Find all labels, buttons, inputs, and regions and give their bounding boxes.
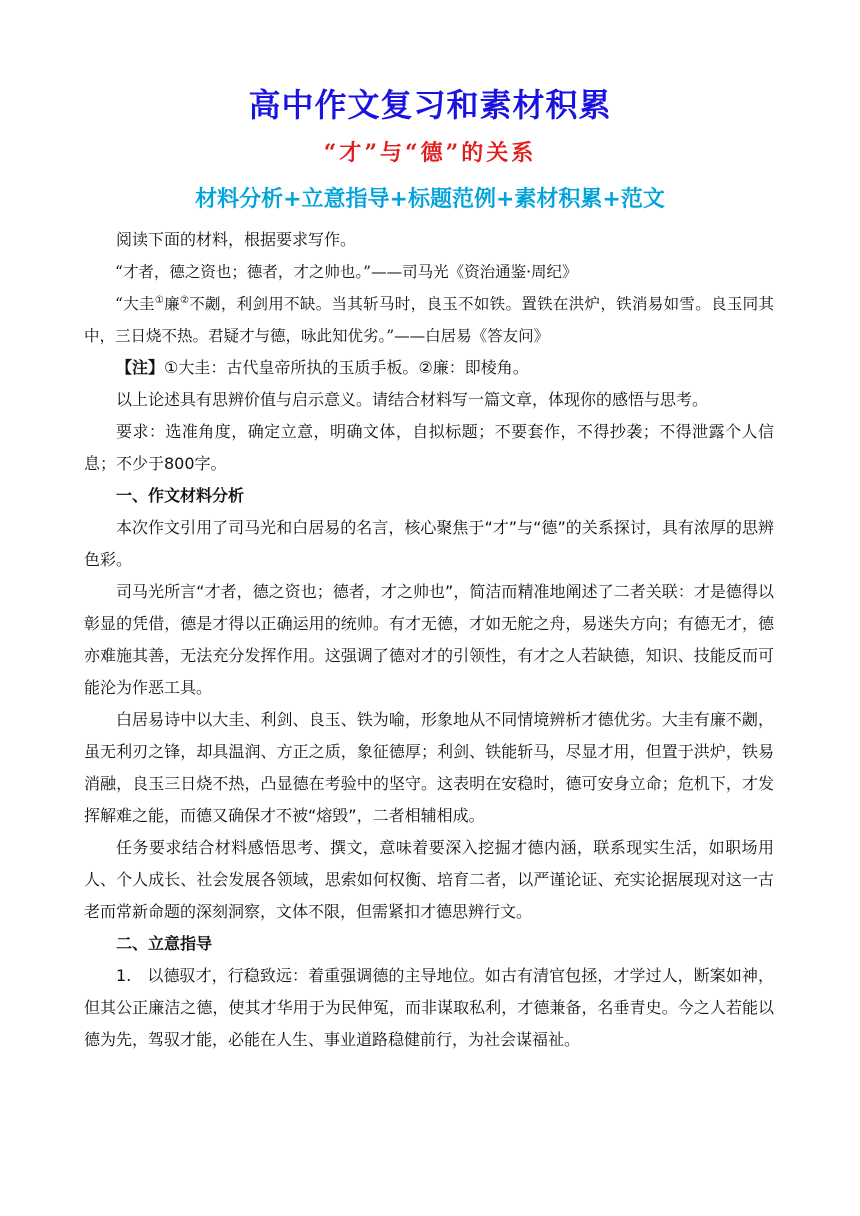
quote-text-part: 不劌，利剑用不缺。当其斩马时，良玉不如铁。置铁在洪炉，铁消易如雪。良玉同其中，三日烧不热。君疑才与德，咏此知优劣。”——白居易《答友问》 [84, 295, 774, 345]
prompt-intro: 阅读下面的材料，根据要求写作。 [116, 230, 357, 249]
note-label: 【注】 [116, 358, 165, 377]
page-subtitle: “才”与“德”的关系 [323, 140, 537, 166]
footnote-marker: ① [154, 294, 165, 306]
task-instruction: 以上论述具有思辨价值与启示意义。请结合材料写一篇文章，体现你的感悟与思考。 [116, 390, 709, 409]
section-heading-guidance: 二、立意指导 [116, 934, 213, 953]
document-body [84, 224, 774, 1056]
writing-requirements: 要求：选准角度，确定立意，明确文体，自拟标题；不要套作，不得抄袭；不得泄露个人信息；不少于800字。 [84, 422, 774, 473]
analysis-paragraph: 白居易诗中以大圭、利剑、良玉、铁为喻，形象地从不同情境辨析才德优劣。大圭有廉不劌，虽无利刃之锋，却具温润、方正之质，象征德厚；利剑、铁能斩马，尽显才用，但置于洪炉，铁易消融，良玉三日烧不热，凸显德在考验中的坚守。这表明在安稳时，德可安身立命；危机下，才发挥解难之能，而德又确保才不被“熔毁”，二者相辅相成。 [84, 710, 774, 825]
analysis-paragraph: 司马光所言“才者，德之资也；德者，才之帅也”，简洁而精准地阐述了二者关联：才是德得以彰显的凭借，德是才得以正确运用的统帅。有才无德，才如无舵之舟，易迷失方向；有德无才，德亦难施其善，无法充分发挥作用。这强调了德对才的引领性，有才之人若缺德，知识、技能反而可能沦为作恶工具。 [84, 582, 774, 697]
page-tagline: 材料分析+立意指导+标题范例+素材积累+范文 [195, 187, 665, 212]
section-heading-analysis: 一、作文材料分析 [116, 486, 245, 505]
quote-bai-juyi [84, 288, 774, 352]
quote-text-part: 廉 [164, 295, 180, 313]
page-title: 高中作文复习和素材积累 [248, 86, 612, 124]
quote-text-part: “大圭 [115, 295, 155, 313]
analysis-paragraph: 本次作文引用了司马光和白居易的名言，核心聚焦于“才”与“德”的关系探讨，具有浓厚的思辨色彩。 [84, 518, 774, 569]
footnote-marker: ② [179, 294, 190, 306]
guidance-item: 1. 以德驭才，行稳致远：着重强调德的主导地位。如古有清官包拯，才学过人，断案如神，但其公正廉洁之德，使其才华用于为民伸冤，而非谋取私利，才德兼备，名垂青史。今之人若能以德为先，驾驭才能，必能在人生、事业道路稳健前行，为社会谋福祉。 [84, 966, 774, 1049]
annotation-note [84, 352, 774, 384]
note-text: ①大圭：古代皇帝所执的玉质手板。②廉：即棱角。 [164, 358, 529, 377]
analysis-paragraph: 任务要求结合材料感悟思考、撰文，意味着要深入挖掘才德内涵，联系现实生活，如职场用人、个人成长、社会发展各领域，思索如何权衡、培育二者，以严谨论证、充实论据展现对这一古老而常新命题的深刻洞察，文体不限，但需紧扣才德思辨行文。 [84, 838, 774, 921]
quote-sima-guang: “才者，德之资也；德者，才之帅也。”——司马光《资治通鉴·周纪》 [115, 263, 578, 281]
